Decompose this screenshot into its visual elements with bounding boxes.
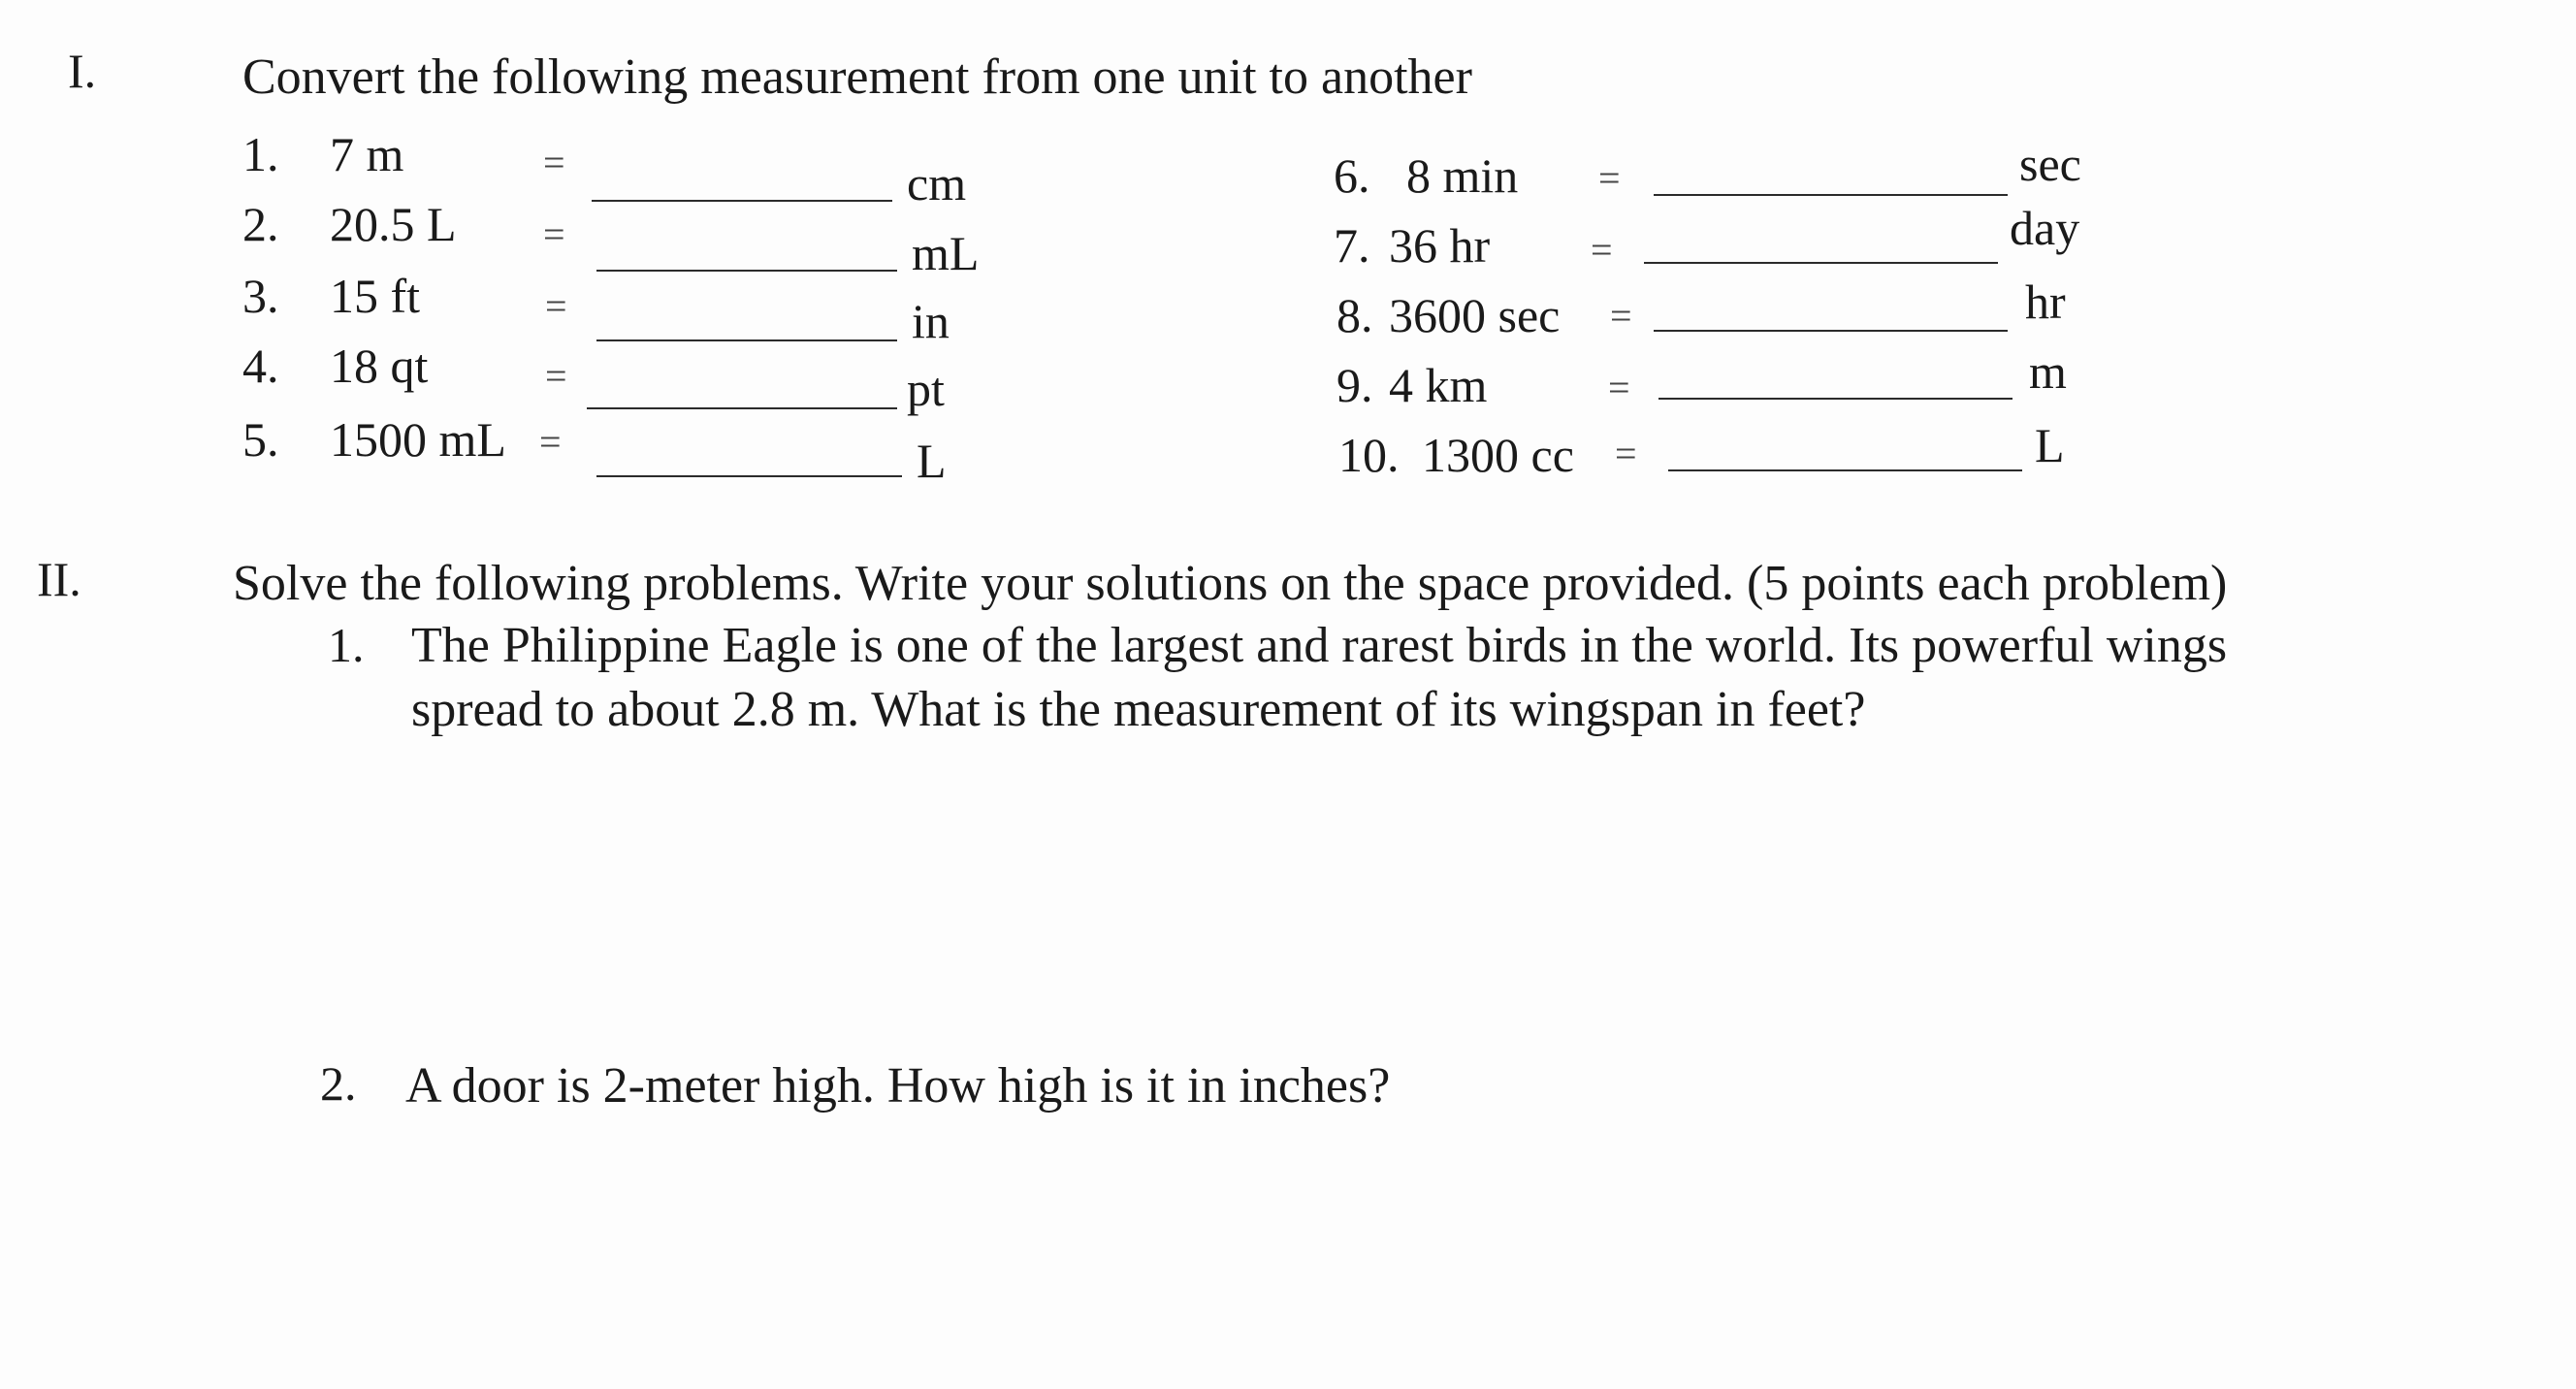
- problem-1-line-1: The Philippine Eagle is one of the largest and rarest birds in the world. Its powerful wings: [411, 618, 2228, 673]
- item-4-equals: =: [545, 354, 567, 398]
- item-7-quantity: 36 hr: [1389, 218, 1491, 273]
- section-2-instruction: Solve the following problems. Write your solutions on the space provided. (5 points each problem): [233, 556, 2228, 611]
- item-8-equals: =: [1610, 294, 1632, 338]
- item-9-unit: m: [2029, 344, 2067, 399]
- item-10-answer-blank[interactable]: [1668, 469, 2022, 471]
- item-7-number: 7.: [1334, 218, 1370, 273]
- problem-1-line-2: spread to about 2.8 m. What is the measurement of its wingspan in feet?: [411, 682, 1866, 737]
- item-3-answer-blank[interactable]: [596, 339, 897, 341]
- item-8-number: 8.: [1336, 288, 1373, 342]
- problem-1-number: 1.: [328, 618, 365, 672]
- item-2-number: 2.: [242, 197, 279, 251]
- item-4-answer-blank[interactable]: [587, 407, 897, 409]
- item-5-quantity: 1500 mL: [330, 412, 506, 467]
- item-4-quantity: 18 qt: [330, 339, 429, 393]
- item-6-answer-blank[interactable]: [1654, 194, 2008, 196]
- item-6-equals: =: [1598, 156, 1621, 200]
- item-8-quantity: 3600 sec: [1389, 288, 1561, 342]
- item-10-equals: =: [1615, 432, 1637, 475]
- item-4-unit: pt: [907, 362, 945, 416]
- section-1-instruction: Convert the following measurement from one unit to another: [242, 49, 1472, 105]
- item-10-unit: L: [2035, 418, 2065, 472]
- item-9-answer-blank[interactable]: [1658, 398, 2012, 400]
- item-6-number: 6.: [1334, 148, 1370, 203]
- item-6-unit: sec: [2019, 137, 2081, 191]
- section-1-numeral: I.: [68, 44, 97, 98]
- section-2-numeral: II.: [37, 552, 81, 606]
- item-10-number: 10.: [1338, 428, 1400, 482]
- item-9-equals: =: [1608, 366, 1630, 409]
- item-7-equals: =: [1591, 228, 1613, 272]
- item-3-unit: in: [912, 294, 950, 348]
- item-1-number: 1.: [242, 127, 279, 181]
- item-2-quantity: 20.5 L: [330, 197, 457, 251]
- item-3-equals: =: [545, 284, 567, 328]
- item-2-answer-blank[interactable]: [596, 270, 897, 272]
- item-8-unit: hr: [2025, 275, 2066, 329]
- item-9-number: 9.: [1336, 358, 1373, 412]
- item-8-answer-blank[interactable]: [1654, 330, 2008, 332]
- item-7-answer-blank[interactable]: [1644, 262, 1998, 264]
- item-10-quantity: 1300 cc: [1422, 428, 1574, 482]
- item-2-unit: mL: [912, 226, 980, 280]
- item-5-number: 5.: [242, 412, 279, 467]
- item-4-number: 4.: [242, 339, 279, 393]
- item-2-equals: =: [543, 212, 565, 256]
- item-1-answer-blank[interactable]: [592, 200, 892, 202]
- item-3-number: 3.: [242, 269, 279, 323]
- item-9-quantity: 4 km: [1389, 358, 1488, 412]
- item-3-quantity: 15 ft: [330, 269, 421, 323]
- item-1-unit: cm: [907, 156, 967, 210]
- item-1-equals: =: [543, 141, 565, 184]
- problem-2-number: 2.: [320, 1056, 357, 1111]
- item-5-unit: L: [917, 434, 947, 488]
- item-6-quantity: 8 min: [1406, 148, 1519, 203]
- item-5-answer-blank[interactable]: [596, 475, 902, 477]
- problem-2-line-1: A door is 2-meter high. How high is it in inches?: [405, 1058, 1391, 1114]
- item-1-quantity: 7 m: [330, 127, 404, 181]
- item-7-unit: day: [2010, 201, 2080, 255]
- item-5-equals: =: [539, 420, 562, 464]
